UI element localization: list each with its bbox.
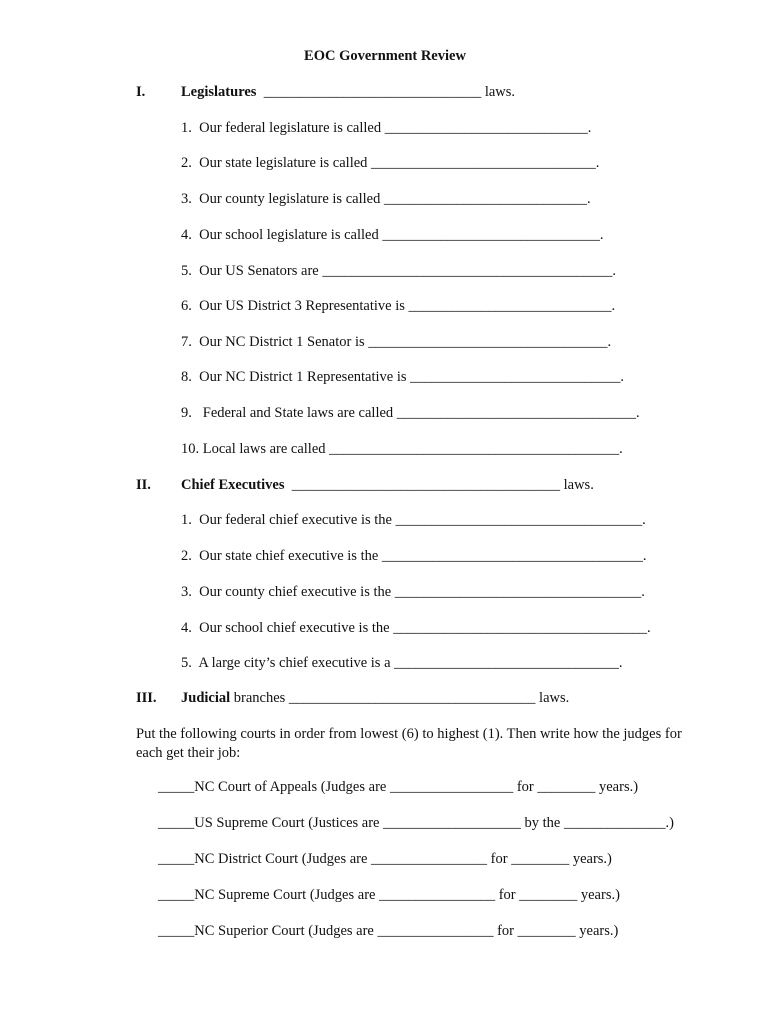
- section-numeral: I.: [136, 84, 146, 100]
- question-item: 7. Our NC District 1 Senator is _________________________________.: [181, 334, 612, 350]
- section-numeral: II.: [136, 477, 151, 493]
- section-heading-bold: Judicial: [181, 690, 231, 706]
- question-item: 4. Our school legislature is called ______________________________.: [181, 227, 604, 243]
- question-item: 9. Federal and State laws are called _________________________________.: [181, 405, 640, 421]
- question-item: 4. Our school chief executive is the ___________________________________.: [181, 620, 651, 636]
- section-numeral: III.: [136, 690, 157, 706]
- court-item: _____US Supreme Court (Justices are ___________________ by the ______________.): [158, 815, 674, 831]
- question-item: 10. Local laws are called ________________________________________.: [181, 441, 623, 457]
- section-heading-bold: Legislatures: [181, 84, 257, 100]
- question-item: 3. Our county chief executive is the __________________________________.: [181, 584, 645, 600]
- section-heading-bold: Chief Executives: [181, 477, 285, 493]
- court-item: _____NC Supreme Court (Judges are ________________ for ________ years.): [158, 887, 620, 903]
- page-title: EOC Government Review: [304, 48, 466, 64]
- question-item: 5. A large city’s chief executive is a _______________________________.: [181, 655, 623, 671]
- section-heading-blank: branches __________________________________ laws.: [230, 690, 570, 706]
- section-heading: [181, 83, 515, 101]
- instructions-paragraph: Put the following courts in order from lowest (6) to highest (1). Then write how the judges for each get their job:: [136, 726, 682, 761]
- question-item: 5. Our US Senators are ________________________________________.: [181, 263, 616, 279]
- question-item: 3. Our county legislature is called ____________________________.: [181, 191, 591, 207]
- question-item: 2. Our state chief executive is the ____________________________________.: [181, 548, 647, 564]
- section-heading-blank: ______________________________ laws.: [256, 84, 516, 100]
- question-item: 6. Our US District 3 Representative is ____________________________.: [181, 298, 616, 314]
- question-item: 8. Our NC District 1 Representative is _____________________________.: [181, 369, 625, 385]
- section-heading-blank: _____________________________________ laws.: [284, 477, 594, 493]
- court-item: _____NC Court of Appeals (Judges are _________________ for ________ years.): [158, 779, 639, 795]
- court-item: _____NC Superior Court (Judges are ________________ for ________ years.): [158, 923, 619, 939]
- question-item: 1. Our federal chief executive is the __________________________________.: [181, 512, 646, 528]
- question-item: 1. Our federal legislature is called ____________________________.: [181, 120, 592, 136]
- section-heading: [181, 476, 594, 494]
- court-item: _____NC District Court (Judges are ________________ for ________ years.): [158, 851, 612, 867]
- question-item: 2. Our state legislature is called _______________________________.: [181, 155, 600, 171]
- section-heading: [181, 689, 569, 707]
